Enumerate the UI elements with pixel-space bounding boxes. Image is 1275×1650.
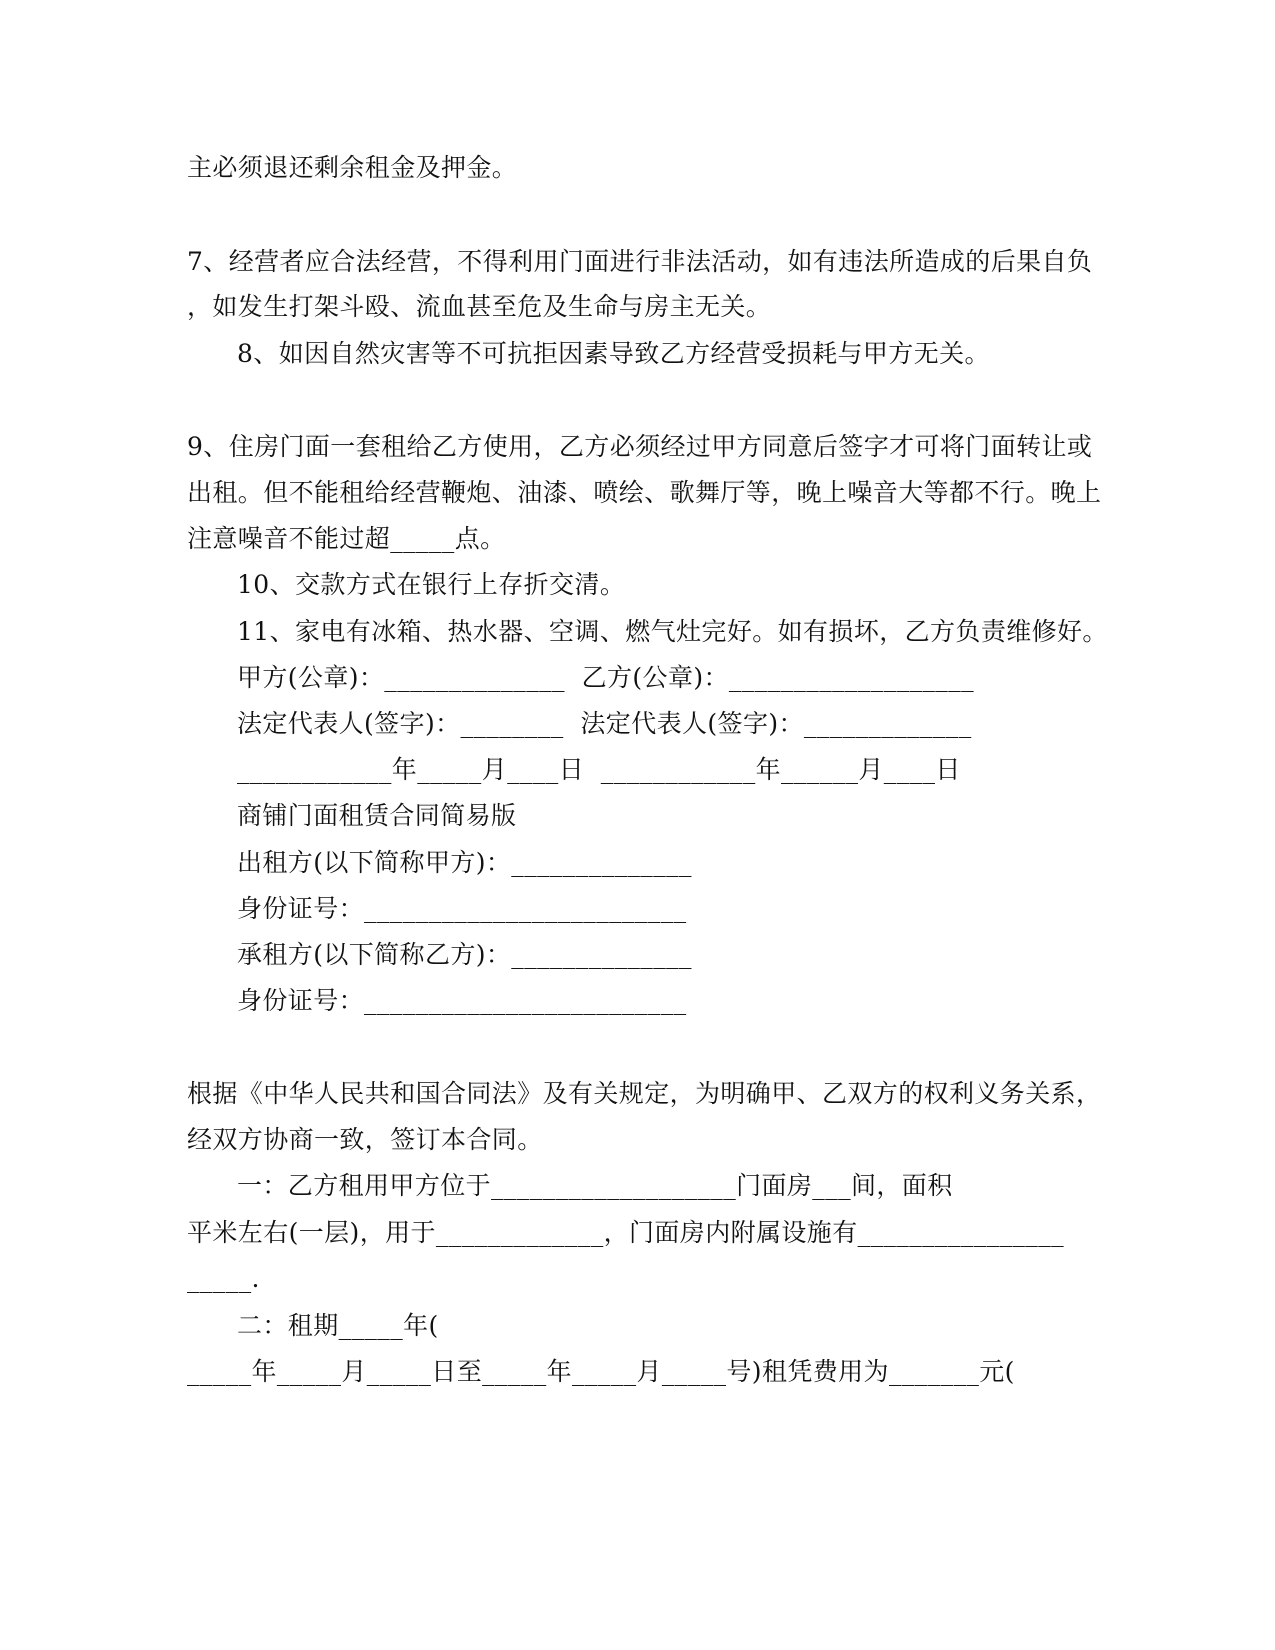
preamble-line-1: 根据《中华人民共和国合同法》及有关规定，为明确甲、乙双方的权利义务关系，: [187, 1079, 1102, 1108]
text-line: 主必须退还剩余租金及押金。: [187, 153, 518, 182]
clause-11: 11、家电有冰箱、热水器、空调、燃气灶完好。如有损坏，乙方负责维修好。: [237, 617, 1108, 646]
lessor-id-line: 身份证号：_________________________: [237, 894, 687, 923]
clause-9-line-3: 注意噪音不能过超_____点。: [187, 524, 506, 553]
clause-9-line-2: 出租。但不能租给经营鞭炮、油漆、喷绘、歌舞厅等，晚上噪音大等都不行。晚上: [187, 478, 1102, 507]
article-1-line-3: _____.: [187, 1264, 260, 1293]
clause-7-line-2: ，如发生打架斗殴、流血甚至危及生命与房主无关。: [187, 292, 772, 321]
preamble-line-2: 经双方协商一致，签订本合同。: [187, 1125, 543, 1154]
clause-8: 8、如因自然灾害等不可抗拒因素导致乙方经营受损耗与甲方无关。: [237, 339, 990, 368]
article-2-line-2: _____年_____月_____日至_____年_____月_____号)租凭费用为_______元(: [187, 1357, 1015, 1386]
signature-seal-line: 甲方(公章)：______________ 乙方(公章)：___________________: [237, 663, 975, 692]
contract-title: 商铺门面租赁合同简易版: [237, 801, 517, 830]
clause-10: 10、交款方式在银行上存折交清。: [237, 570, 626, 599]
clause-9-line-1: 9、住房门面一套租给乙方使用，乙方必须经过甲方同意后签字才可将门面转让或: [187, 432, 1093, 461]
clause-7-line-1: 7、经营者应合法经营，不得利用门面进行非法活动，如有违法所造成的后果自负: [187, 247, 1093, 276]
lessor-line: 出租方(以下简称甲方)：______________: [237, 848, 692, 877]
article-1-line-2: 平米左右(一层)，用于_____________，门面房内附属设施有________________: [187, 1218, 1065, 1247]
lessee-line: 承租方(以下简称乙方)：______________: [237, 940, 692, 969]
signature-representative-line: 法定代表人(签字)：________ 法定代表人(签字)：_____________: [237, 709, 972, 738]
article-2-line-1: 二：租期_____年(: [237, 1311, 439, 1340]
lessee-id-line: 身份证号：_________________________: [237, 986, 687, 1015]
signature-date-line: ____________年_____月____日 ____________年______月____日: [237, 755, 961, 784]
article-1-line-1: 一：乙方租用甲方位于___________________门面房___间，面积: [237, 1171, 953, 1200]
